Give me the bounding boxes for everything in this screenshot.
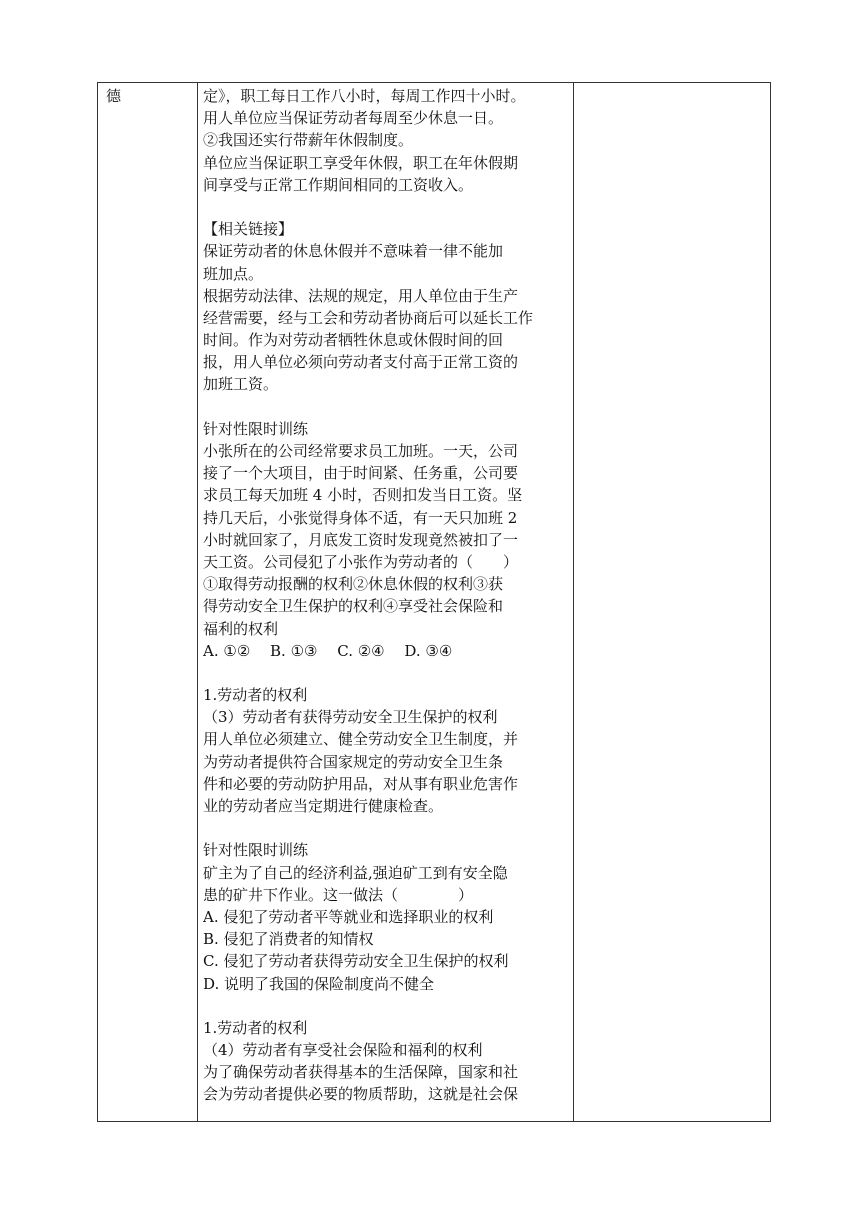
text-line: 会为劳动者提供必要的物质帮助，这就是社会保 [203,1085,519,1104]
text-line: 矿主为了自己的经济利益,强迫矿工到有安全隐 [203,863,508,882]
text-line: 业的劳动者应当定期进行健康检查。 [203,797,444,815]
blank-line [203,396,569,418]
blank-line [203,196,569,218]
text-line: 经营需要，经与工会和劳动者协商后可以延长工作 [203,308,534,327]
text-line: 为了确保劳动者获得基本的生活保障，国家和社 [203,1063,519,1082]
text-line: 1.劳动者的权利 [203,1018,308,1037]
text-line: 定》，职工每日工作八小时，每周工作四十小时。 [203,87,526,105]
text-line: 用人单位应当保证劳动者每周至少休息一日。 [203,109,504,128]
text-line: 针对性限时训练 [203,841,309,860]
text-line: 小张所在的公司经常要求员工加班。一天，公司 [203,442,519,460]
blank-line [203,817,569,839]
text-line: D. 说明了我国的保险制度尚不健全 [203,974,435,993]
column-divider-1 [197,83,198,1121]
text-line: 用人单位必须建立、健全劳动安全卫生制度，并 [203,730,519,749]
text-line: 小时就回家了，月底发工资时发现竟然被扣了一 [203,530,519,549]
text-line: （3）劳动者有获得劳动安全卫生保护的权利 [203,708,498,727]
text-line: 时间。作为对劳动者牺牲休息或休假时间的回 [203,331,504,350]
text-line: 求员工每天加班 4 小时，否则扣发当日工资。坚 [203,486,523,505]
blank-line [203,995,569,1017]
text-line: 【相关链接】 [203,220,294,239]
text-line: 持几天后，小张觉得身体不适，有一天只加班 2 [203,508,518,527]
left-column-cell: 德 [106,87,122,105]
text-line: B. 侵犯了消费者的知情权 [203,930,374,949]
text-line: 为劳动者提供符合国家规定的劳动安全卫生条 [203,752,504,771]
text-line: 报，用人单位必须向劳动者支付高于正常工资的 [203,353,519,372]
blank-line [203,662,569,684]
text-line: 间享受与正常工作期间相同的工资收入。 [203,175,474,194]
text-line: 得劳动安全卫生保护的权利④享受社会保险和 [203,597,504,616]
lesson-table [97,82,771,1122]
text-line: 天工资。公司侵犯了小张作为劳动者的（ ） [203,552,519,571]
text-line: ①取得劳动报酬的权利②休息休假的权利③获 [203,575,504,594]
text-line: A. 侵犯了劳动者平等就业和选择职业的权利 [203,907,494,926]
text-line: 1.劳动者的权利 [203,686,308,705]
text-line: 根据劳动法律、法规的规定，用人单位由于生产 [203,286,519,305]
text-line: 针对性限时训练 [203,419,309,438]
text-line: 患的矿井下作业。这一做法（ ） [203,885,474,904]
text-line: A. ①② B. ①③ C. ②④ D. ③④ [203,641,453,660]
text-line: 福利的权利 [203,619,279,638]
text-line: 保证劳动者的休息休假并不意味着一律不能加 [203,242,504,261]
text-line: ②我国还实行带薪年休假制度。 [203,131,414,150]
text-line: C. 侵犯了劳动者获得劳动安全卫生保护的权利 [203,952,509,971]
text-line: 接了一个大项目，由于时间紧、任务重，公司要 [203,464,519,483]
content-column [203,85,569,1106]
text-line: 件和必要的劳动防护用品，对从事有职业危害作 [203,774,519,793]
text-line: 加班工资。 [203,375,279,394]
text-line: 单位应当保证职工享受年休假，职工在年休假期 [203,153,519,172]
text-line: （4）劳动者有享受社会保险和福利的权利 [203,1041,483,1060]
column-divider-2 [573,83,574,1121]
text-line: 班加点。 [203,264,264,283]
